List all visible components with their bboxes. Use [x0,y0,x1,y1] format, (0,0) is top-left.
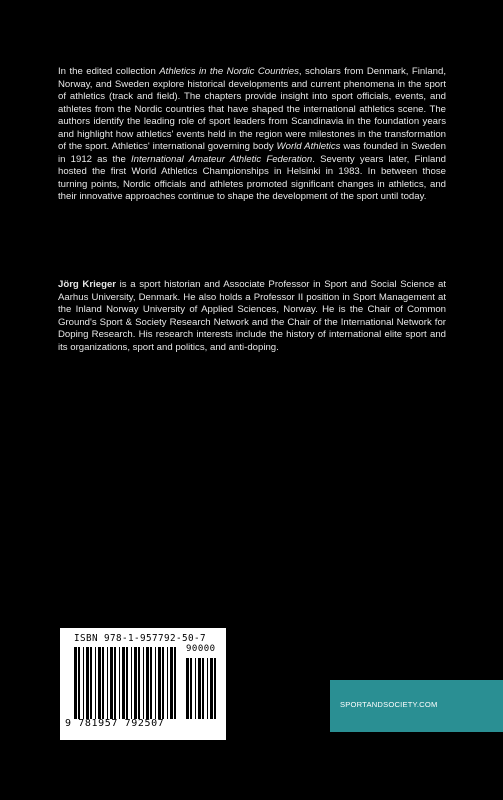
former-federation-name: International Amateur Athletic Federation [131,153,313,165]
website-label: SPORTANDSOCIETY.COM [340,700,438,709]
governing-body-name: World Athletics [276,141,341,153]
website-badge [330,680,503,732]
author-bio [58,279,446,354]
isbn-number: ISBN 978-1-957792-50-7 [74,633,206,644]
barcode-digits: 9 781957 792507 [65,718,165,729]
author-bio-text: is a sport historian and Associate Professor in Sport and Social Science at Aarhus University, Denmark. He also holds a Professor II position in Sport Management at the Inland Norway University of Applied Sciences, Norway. He is the Chair of Common Ground's Sport & Society Research Network and the Chair of the International Network for Doping Research. His research interests include the history of international elite sport and its organizations, sport and politics, and anti-doping. [58,279,446,353]
blurb-text-4: . Seventy years later, Finland hosted the first World Athletics Championships in Helsinki in 1983. In between those turning points, Nordic officials and athletes promoted significant changes in athletics, and their innovative approaches continue to shape the development of the sport until today. [58,153,446,203]
price-code: 90000 [186,644,216,654]
blurb-text-2: , scholars from Denmark, Finland, Norway, and Sweden explore historical developments and current phenomena in the sport of athletics (track and field). The chapters provide insight into sport officials, events, and athletes from the Nordic countries that have shaped the international athletics scene. The authors identify the leading role of sport leaders from Scandinavia in the foundation years and highlight how athletics' events held in the region were milestones in the transformation of the sport. Athletics' international governing body [58,66,446,153]
isbn-barcode [60,628,226,740]
book-title: Athletics in the Nordic Countries [159,66,299,77]
main-barcode-bars [74,647,178,719]
addon-barcode-bars [186,658,218,719]
back-cover-blurb [58,66,446,204]
blurb-text-1: In the edited collection [58,66,160,77]
author-name: Jörg Krieger [58,279,117,290]
blurb-text-3: was founded in Sweden in 1912 as the [58,141,446,165]
